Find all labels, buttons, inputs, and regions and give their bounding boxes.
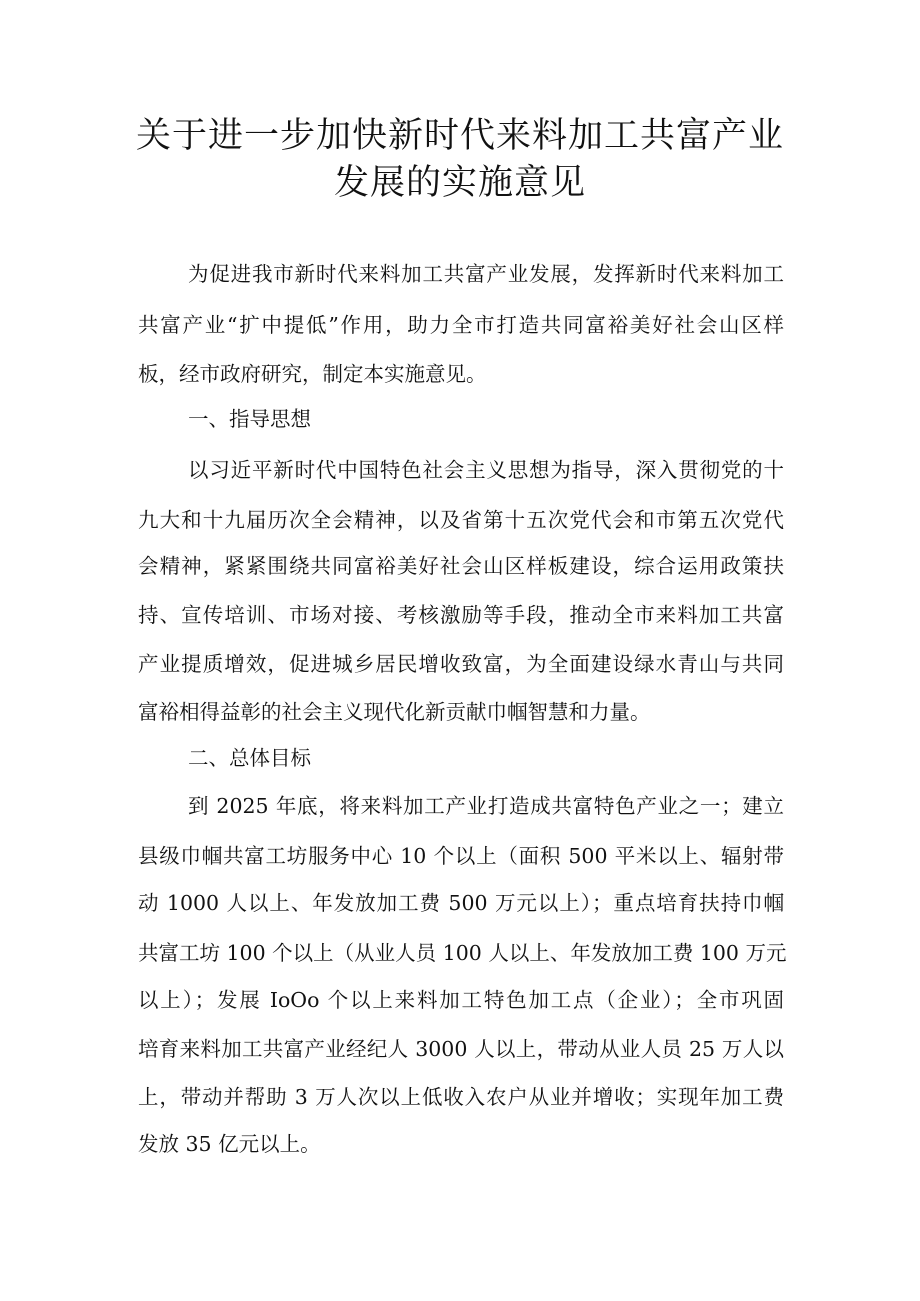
section-2-line-7: 上，带动并帮助 3 万人次以上低收入农户从业并增收；实现年加工费: [138, 1085, 784, 1109]
section-1-line-4: 持、宣传培训、市场对接、考核激励等手段，推动全市来料加工共富: [138, 603, 784, 627]
section-2-line-5: 以上）；发展 IoOo 个以上来料加工特色加工点（企业）；全市巩固: [138, 988, 784, 1012]
intro-line-2: 共富产业“扩中提低”作用，助力全市打造共同富裕美好社会山区样: [138, 313, 784, 337]
section-1-line-1: 以习近平新时代中国特色社会主义思想为指导，深入贯彻党的十: [188, 458, 784, 482]
section-1-line-6: 富裕相得益彰的社会主义现代化新贡献巾帼智慧和力量。: [138, 700, 651, 724]
section-1-line-2: 九大和十九届历次全会精神，以及省第十五次党代会和市第五次党代: [138, 508, 784, 532]
section-2-line-6: 培育来料加工共富产业经纪人 3000 人以上，带动从业人员 25 万人以: [138, 1037, 784, 1061]
document-title-line-1: 关于进一步加快新时代来料加工共富产业: [135, 116, 784, 156]
section-1-heading: 一、指导思想: [188, 407, 311, 431]
document-title-line-2: 发展的实施意见: [333, 163, 586, 203]
intro-line-3: 板，经市政府研究，制定本实施意见。: [138, 362, 487, 386]
section-1-line-3: 会精神，紧紧围绕共同富裕美好社会山区样板建设，综合运用政策扶: [138, 554, 784, 578]
section-2-heading: 二、总体目标: [188, 746, 311, 770]
section-2-line-1: 到 2025 年底，将来料加工产业打造成共富特色产业之一；建立: [188, 794, 784, 818]
section-2-line-8: 发放 35 亿元以上。: [138, 1132, 321, 1156]
intro-line-1: 为促进我市新时代来料加工共富产业发展，发挥新时代来料加工: [188, 262, 784, 286]
section-1-line-5: 产业提质增效，促进城乡居民增收致富，为全面建设绿水青山与共同: [138, 652, 784, 676]
section-2-line-3: 动 1000 人以上、年发放加工费 500 万元以上）；重点培育扶持巾帼: [138, 891, 784, 915]
section-2-line-4: 共富工坊 100 个以上（从业人员 100 人以上、年发放加工费 100 万元: [138, 941, 787, 965]
section-2-line-2: 县级巾帼共富工坊服务中心 10 个以上（面积 500 平米以上、辐射带: [138, 844, 784, 868]
